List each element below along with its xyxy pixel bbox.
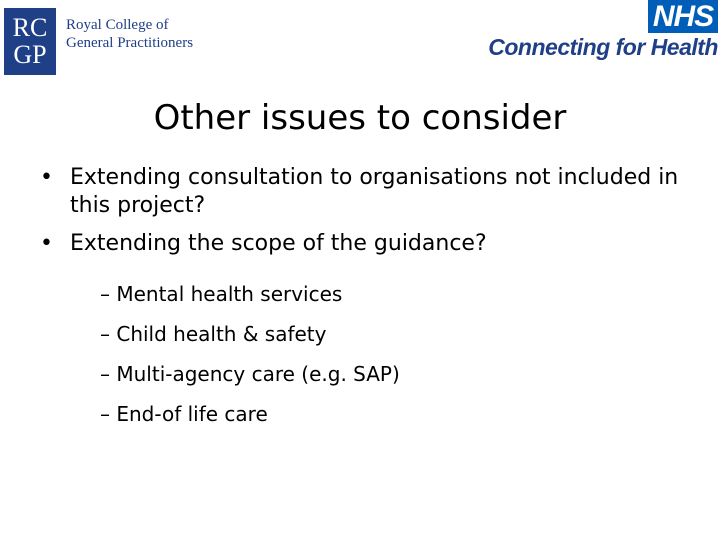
rcgp-logo xyxy=(4,8,56,75)
rcgp-logo-row-2: GP xyxy=(13,40,47,69)
bullet-text: Extending consultation to organisations not included in this project? xyxy=(70,165,679,218)
slide-title: Other issues to consider xyxy=(153,98,567,138)
nhs-tagline: Connecting for Health xyxy=(488,34,718,60)
sub-bullet-list xyxy=(40,274,700,434)
sub-bullet-item: – Multi-agency care (e.g. SAP) xyxy=(100,362,400,386)
rcgp-organisation-name xyxy=(66,16,226,52)
bullet-item xyxy=(40,230,700,258)
nhs-logo: NHS xyxy=(648,0,718,33)
sub-bullet-item: – Child health & safety xyxy=(100,322,327,346)
rcgp-name-line-1: Royal College of xyxy=(66,17,169,33)
bullet-marker: • xyxy=(40,165,53,190)
rcgp-logo-row-1: RC xyxy=(12,13,48,42)
sub-bullet-item: – End-of life care xyxy=(100,402,268,426)
bullet-text: Extending the scope of the guidance? xyxy=(70,231,487,256)
sub-bullet-item: – Mental health services xyxy=(100,282,343,306)
bullet-marker: • xyxy=(40,231,53,256)
bullet-item xyxy=(40,164,700,220)
rcgp-name-line-2: General Practitioners xyxy=(66,35,194,51)
slide-body xyxy=(40,164,700,434)
